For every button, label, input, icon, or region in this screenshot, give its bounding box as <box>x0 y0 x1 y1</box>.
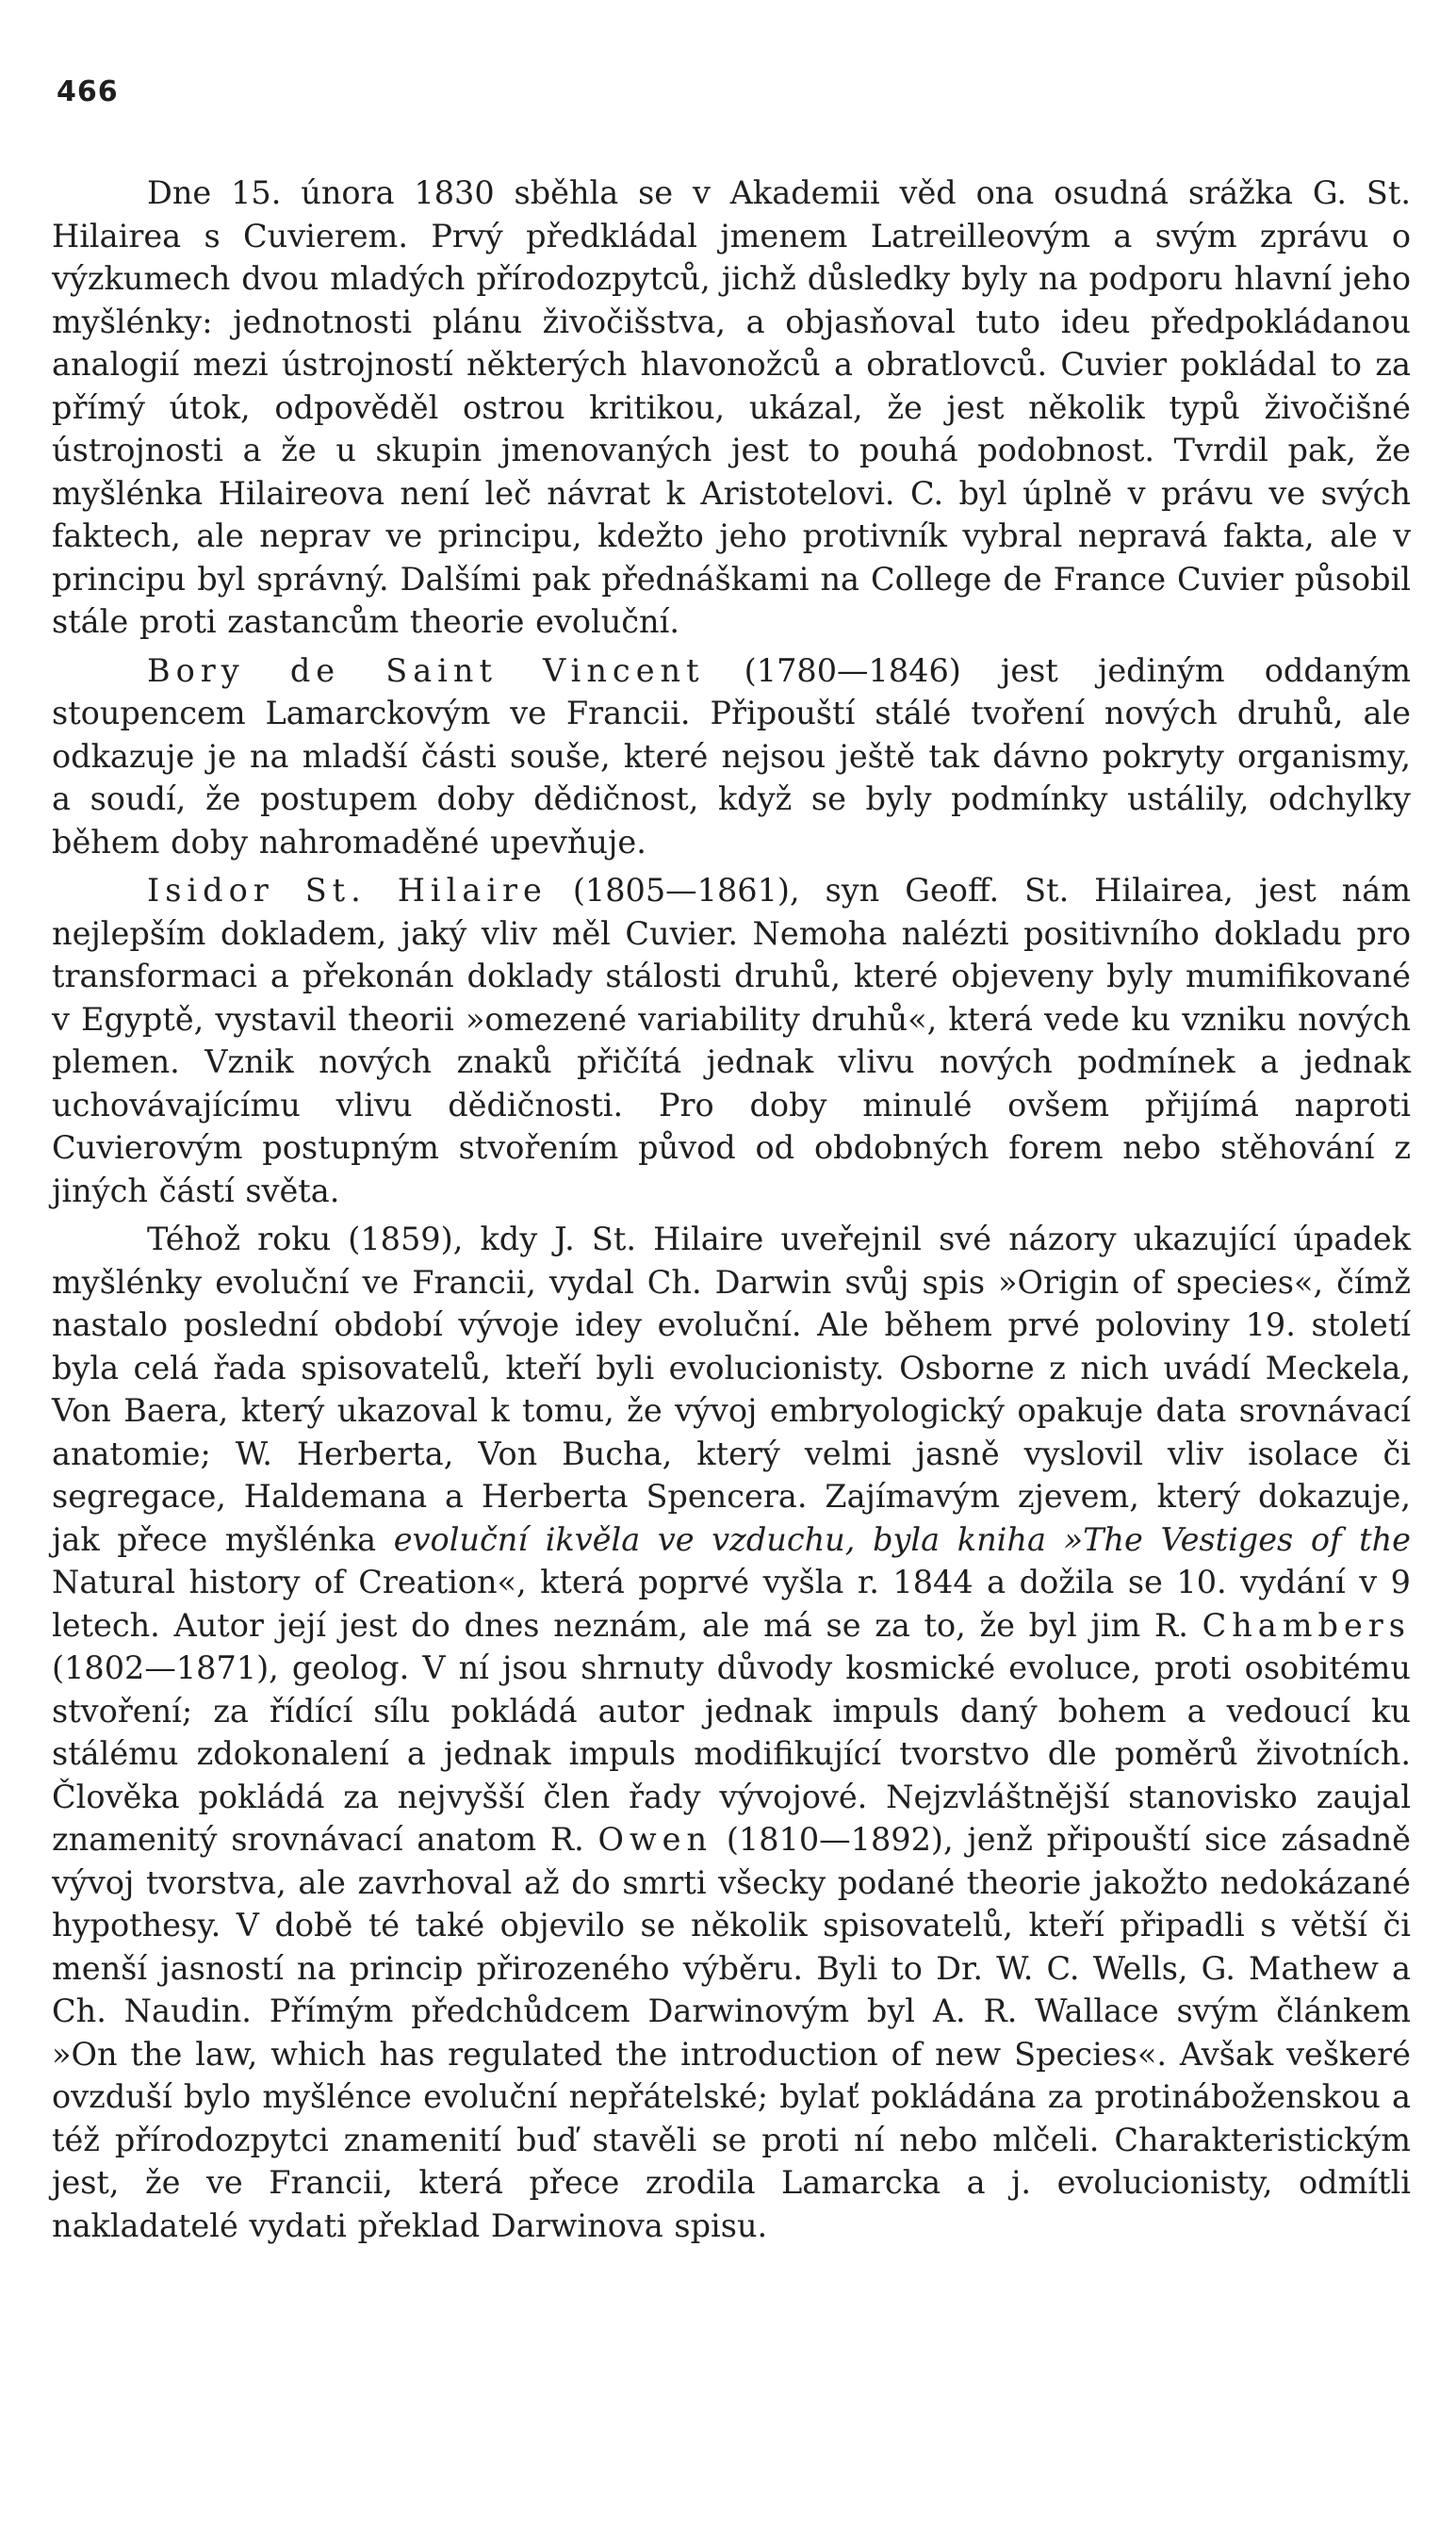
paragraph-text: (1810—1892), jenž připouští sice zásadně vývoj tvorstva, ale zavrhoval až do smrti všecky podané theorie jakožto nedokázané hypothesy. V době té také objevilo se několik spisovatelů, kteří připadli s větší či menší jasností na princip přirozeného výběru. Byli to Dr. W. C. Wells, G. Mathew a Ch. Naudin. Přímým předchůdcem Darwinovým byl A. R. Wallace svým článkem »On the law, which has regulated the introduction of new Species«. Avšak veškeré ovzduší bylo myšlénce evoluční nepřátelské; bylať pokládána za protináboženskou a též přírodozpytci znamenití buď stavěli se proti ní nebo mlčeli. Charakteristickým jest, že ve Francii, která přece zrodila Lamarcka a j. evolucionisty, odmítli nakladatelé vydati překlad Darwinova spisu. <box>52 1821 1411 2244</box>
page-number: 466 <box>57 75 119 108</box>
paragraph-bory-de-saint-vincent <box>52 649 1411 864</box>
paragraph-text: Dne 15. února 1830 sběhla se v Akademii věd ona osudná srážka G. St. Hilairea s Cuvierem. Prvý předkládal jmenem Latreilleovým a svým zprávu o výzkumech dvou mladých přírodozpytců, jichž důsledky byly na podporu hlavní jeho myšlénky: jednotnosti plánu živočišstva, a objasňoval tuto ideu předpokládanou analogií mezi ústrojností některých hlavonožců a obratlovců. Cuvier pokládal to za přímý útok, odpověděl ostrou kritikou, ukázal, že jest několik typů živočišné ústrojnosti a že u skupin jmenovaných jest to pouhá podobnost. Tvrdil pak, že myšlénka Hilaireova není leč návrat k Aristotelovi. C. byl úplně v právu ve svých faktech, ale neprav ve principu, kdežto jeho protivník vybral nepravá fakta, ale v principu byl správný. Dalšími pak přednáškami na College de France Cuvier působil stále proti zastancům theorie evoluční. <box>52 174 1411 640</box>
person-name-chambers: Chambers <box>1202 1606 1411 1644</box>
person-name-bory: Bory de Saint Vincent <box>147 651 705 689</box>
paragraph-text: (1802—1871), geolog. V ní jsou shrnuty důvody kosmické evoluce, proti osobitému stvoření; za řídící sílu pokládá autor jednak impuls daný bohem a vedoucí ku stálému zdokonalení a jednak impuls modifikující tvorstvo dle poměrů životních. Člověka pokládá za nejvyšší člen řady vývojové. Nejzvláštnější stanovisko zaujal znamenitý srovnávací anatom R. <box>52 1649 1411 1858</box>
page-body <box>52 172 1411 2253</box>
paragraph-isidor-st-hilaire <box>52 869 1411 1212</box>
italic-phrase: evoluční ikvěla ve vzduchu, byla kniha »The Vestiges of the <box>393 1520 1412 1558</box>
person-name-owen: Owen <box>597 1821 713 1858</box>
person-name-isidor: Isidor St. Hilaire <box>147 872 548 909</box>
paragraph-text: (1805—1861), syn Geoff. St. Hilairea, jest nám nejlepším dokladem, jaký vliv měl Cuvier. Nemoha nalézti positivního dokladu pro transformaci a překonán doklady stálosti druhů, které objeveny byly mumifikované v Egyptě, vystavil theorii »omezené variability druhů«, která vede ku vzniku nových plemen. Vznik nových znaků přičítá jednak vlivu nových podmínek a jednak uchovávajícímu vlivu dědičnosti. Pro doby minulé ovšem přijímá naproti Cuvierovým postupným stvořením původ od obdobných forem nebo stěhování z jiných částí světa. <box>52 872 1412 1209</box>
paragraph-hilaire-cuvier-dispute <box>52 172 1411 644</box>
paragraph-text: Téhož roku (1859), kdy J. St. Hilaire uveřejnil své názory ukazující úpadek myšlénky evoluční ve Francii, vydal Ch. Darwin svůj spis »Origin of species«, čímž nastalo poslední období vývoje idey evoluční. Ale během prvé poloviny 19. století byla celá řada spisovatelů, kteří byli evolucionisty. Osborne z nich uvádí Meckela, Von Baera, který ukazoval k tomu, že vývoj embryologický opakuje data srovnávací anatomie; W. Herberta, Von Bucha, který velmi jasně vyslovil vliv isolace či segregace, Haldemana a Herberta Spencera. Zajímavým zjevem, který dokazuje, jak přece myšlénka <box>52 1221 1411 1558</box>
paragraph-text: (1780—1846) jest jediným oddaným stoupencem Lamarckovým ve Francii. Připouští stálé tvoření nových druhů, ale odkazuje je na mladší části souše, které nejsou ještě tak dávno pokryty organismy, a soudí, že postupem doby dědičnost, když se byly podmínky ustálily, odchylky během doby nahromaděné upevňuje. <box>52 651 1412 861</box>
paragraph-darwin-precursors <box>52 1218 1411 2247</box>
paragraph-text: Natural history of Creation«, která poprvé vyšla r. 1844 a dožila se 10. vydání v 9 letech. Autor její jest do dnes neznám, ale má se za to, že byl jim R. <box>52 1564 1411 1644</box>
